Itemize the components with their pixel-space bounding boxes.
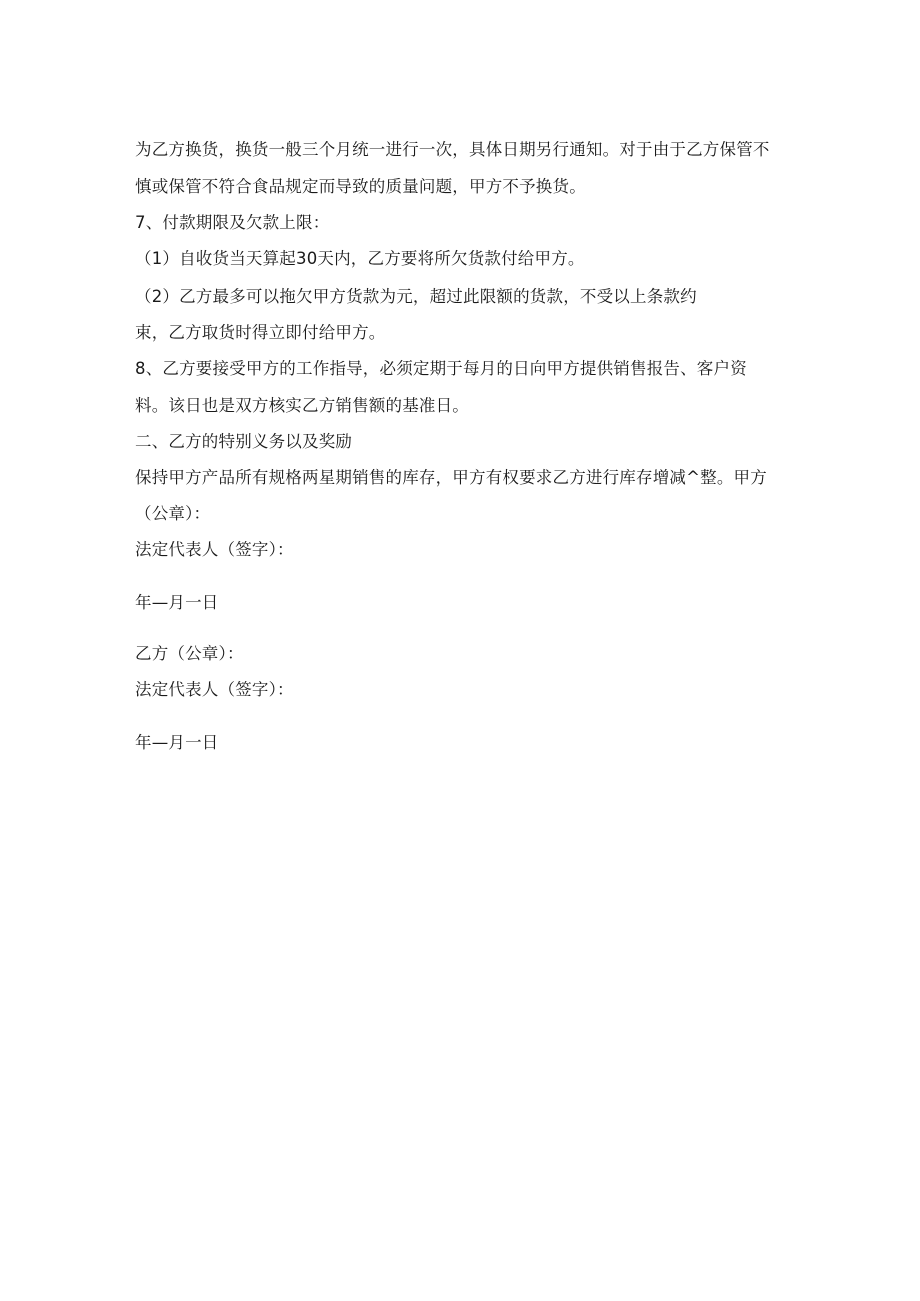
party-b-representative-label: 法定代表人（签字）： [135, 680, 294, 699]
text-line: 为乙方换货，换货一般三个月统一进行一次，具体日期另行通知。对于由于乙方保管不 [135, 140, 770, 159]
party-a-date: 年—月一日 [135, 593, 219, 612]
text-line: 料。该日也是双方核实乙方销售额的基准日。 [135, 396, 469, 415]
text-line: 束，乙方取货时得立即付给甲方。 [135, 323, 386, 342]
party-a-seal-label: （公章）： [135, 504, 211, 523]
section-heading-payment-terms: 7、付款期限及欠款上限： [135, 213, 330, 232]
text-line: 慎或保管不符合食品规定而导致的质量问题，甲方不予换货。 [135, 177, 586, 196]
party-a-representative-label: 法定代表人（签字）： [135, 540, 294, 559]
text-line: （2）乙方最多可以拖欠甲方货款为元，超过此限额的货款，不受以上条款约 [135, 287, 697, 306]
text-line: （1）自收货当天算起30天内，乙方要将所欠货款付给甲方。 [135, 249, 585, 268]
party-b-date: 年—月一日 [135, 733, 219, 752]
text-line: 保持甲方产品所有规格两星期销售的库存，甲方有权要求乙方进行库存增减^整。甲方 [135, 468, 767, 487]
party-b-seal-label: 乙方（公章）： [135, 644, 244, 663]
section-heading-special-obligations: 二、乙方的特别义务以及奖励 [135, 432, 353, 451]
text-line: 8、乙方要接受甲方的工作指导，必须定期于每月的日向甲方提供销售报告、客户资 [135, 359, 747, 378]
